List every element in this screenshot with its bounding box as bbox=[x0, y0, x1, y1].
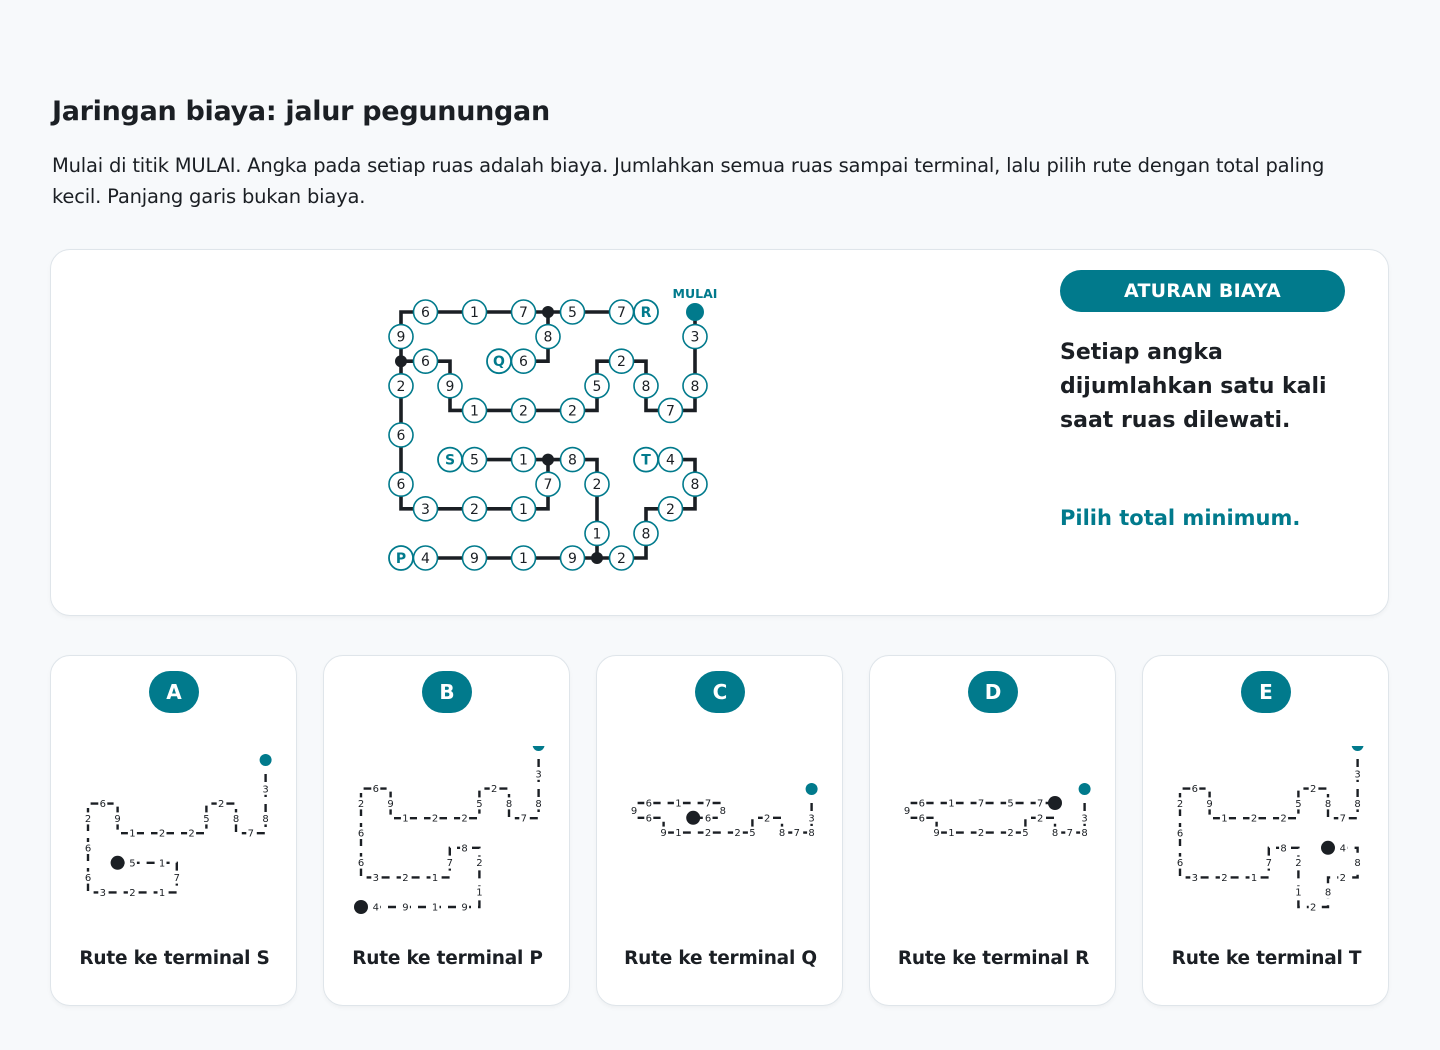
cost-label bbox=[512, 300, 536, 324]
svg-text:7: 7 bbox=[666, 403, 675, 420]
junction-dot bbox=[542, 306, 554, 318]
route-cost: 8 bbox=[1280, 843, 1287, 855]
option-route-diagram bbox=[51, 746, 298, 916]
route-cost: 1 bbox=[1250, 872, 1258, 884]
route-cost: 8 bbox=[1081, 828, 1088, 840]
cost-label bbox=[512, 497, 536, 521]
route-cost: 1 bbox=[1295, 887, 1302, 899]
route-cost: 2 bbox=[734, 828, 741, 840]
option-letter-badge: D bbox=[968, 671, 1018, 713]
cost-label bbox=[389, 325, 413, 349]
svg-text:8: 8 bbox=[641, 526, 651, 543]
svg-text:8: 8 bbox=[690, 378, 700, 395]
svg-text:2: 2 bbox=[666, 501, 675, 518]
option-letter-badge: B bbox=[422, 671, 472, 713]
option-route-diagram bbox=[1143, 746, 1390, 916]
cost-label bbox=[463, 546, 487, 570]
cost-label bbox=[634, 374, 658, 398]
route-cost: 1 bbox=[675, 798, 682, 810]
route-cost: 7 bbox=[977, 798, 985, 810]
cost-label bbox=[414, 497, 438, 521]
svg-text:9: 9 bbox=[396, 329, 406, 346]
svg-text:2: 2 bbox=[470, 501, 479, 518]
route-cost: 2 bbox=[402, 872, 409, 884]
svg-text:1: 1 bbox=[470, 305, 479, 321]
route-cost: 8 bbox=[778, 828, 786, 840]
route-cost: 7 bbox=[247, 828, 254, 840]
cost-label bbox=[659, 448, 683, 472]
terminal-node bbox=[389, 546, 413, 570]
route-edge bbox=[361, 759, 542, 907]
option-route-diagram bbox=[870, 746, 1117, 916]
cost-label bbox=[561, 448, 585, 472]
svg-text:1: 1 bbox=[519, 452, 528, 469]
route-cost: 7 bbox=[1037, 798, 1044, 810]
route-cost: 6 bbox=[84, 843, 92, 855]
svg-text:2: 2 bbox=[617, 551, 626, 567]
cost-label bbox=[610, 349, 634, 373]
route-cost: 3 bbox=[1191, 872, 1198, 884]
svg-text:6: 6 bbox=[396, 428, 406, 444]
svg-text:1: 1 bbox=[519, 551, 528, 567]
network-diagram bbox=[51, 250, 1091, 617]
cost-label bbox=[634, 521, 658, 545]
option-caption: Rute ke terminal Q bbox=[624, 948, 817, 969]
route-cost: 3 bbox=[1354, 769, 1361, 781]
route-cost: 8 bbox=[232, 813, 240, 825]
route-cost: 2 bbox=[764, 813, 771, 825]
route-cost: 1 bbox=[129, 828, 136, 840]
cost-label bbox=[438, 374, 462, 398]
route-cost: 1 bbox=[476, 887, 483, 899]
route-cost: 8 bbox=[1324, 798, 1332, 810]
route-cost: 8 bbox=[1324, 887, 1332, 899]
svg-text:T: T bbox=[641, 452, 651, 469]
route-cost: 2 bbox=[476, 858, 483, 870]
cost-label bbox=[536, 472, 560, 496]
route-cost: 9 bbox=[1206, 798, 1213, 810]
svg-text:3: 3 bbox=[690, 329, 700, 346]
route-cost: 3 bbox=[262, 784, 269, 796]
instructions-text: Mulai di titik MULAI. Angka pada setiap ruas adalah biaya. Jumlahkan semua ruas sampai terminal, lalu pilih rute dengan total paling kecil. Panjang garis bukan biaya. bbox=[52, 154, 1325, 208]
svg-text:8: 8 bbox=[543, 329, 553, 346]
route-cost: 9 bbox=[933, 828, 940, 840]
cost-label bbox=[389, 423, 413, 447]
cost-label bbox=[414, 300, 438, 324]
route-cost: 6 bbox=[645, 813, 652, 825]
option-card-c[interactable] bbox=[596, 655, 843, 1006]
route-cost: 4 bbox=[1339, 843, 1346, 855]
route-cost: 2 bbox=[129, 887, 136, 899]
route-cost: 5 bbox=[1022, 828, 1029, 840]
route-cost: 2 bbox=[1250, 813, 1258, 825]
svg-text:2: 2 bbox=[592, 477, 602, 494]
cost-label bbox=[463, 448, 487, 472]
svg-text:6: 6 bbox=[421, 305, 430, 321]
svg-text:1: 1 bbox=[519, 501, 528, 518]
route-cost: 8 bbox=[1051, 828, 1059, 840]
route-cost: 1 bbox=[402, 813, 409, 825]
route-cost: 7 bbox=[446, 858, 453, 870]
svg-text:Q: Q bbox=[493, 354, 505, 371]
svg-text:8: 8 bbox=[690, 477, 700, 494]
svg-text:8: 8 bbox=[568, 452, 577, 469]
cost-label bbox=[585, 374, 609, 398]
cost-label bbox=[463, 497, 487, 521]
option-letter-badge: C bbox=[695, 671, 745, 713]
cost-label bbox=[512, 546, 536, 570]
route-cost: 2 bbox=[431, 813, 439, 825]
route-cost: 6 bbox=[1176, 858, 1184, 870]
route-cost: 6 bbox=[357, 828, 365, 840]
svg-text:2: 2 bbox=[617, 354, 626, 371]
route-cost: 2 bbox=[188, 828, 195, 840]
svg-text:9: 9 bbox=[470, 551, 479, 567]
route-end-dot bbox=[111, 856, 125, 870]
svg-text:2: 2 bbox=[568, 403, 577, 420]
route-cost: 1 bbox=[948, 798, 955, 810]
route-cost: 8 bbox=[719, 805, 726, 817]
cost-label bbox=[683, 472, 707, 496]
cost-label bbox=[561, 300, 585, 324]
svg-text:2: 2 bbox=[519, 403, 528, 420]
route-cost: 2 bbox=[1037, 813, 1044, 825]
route-cost: 5 bbox=[129, 858, 136, 870]
svg-text:4: 4 bbox=[666, 452, 675, 469]
svg-text:6: 6 bbox=[519, 354, 528, 371]
route-cost: 9 bbox=[402, 902, 409, 914]
route-cost: 2 bbox=[1339, 872, 1346, 884]
cost-label bbox=[683, 325, 707, 349]
cost-label bbox=[610, 300, 634, 324]
option-card-b[interactable] bbox=[323, 655, 570, 1006]
terminal-node bbox=[487, 349, 511, 373]
option-route-diagram bbox=[324, 746, 571, 916]
route-cost: 2 bbox=[1310, 784, 1317, 796]
route-cost: 6 bbox=[84, 873, 92, 885]
cost-label bbox=[512, 398, 536, 422]
svg-text:8: 8 bbox=[641, 378, 651, 395]
cost-label bbox=[585, 521, 609, 545]
route-cost: 4 bbox=[372, 902, 379, 914]
cost-label bbox=[512, 349, 536, 373]
cost-label bbox=[389, 472, 413, 496]
route-cost: 3 bbox=[372, 872, 379, 884]
route-cost: 1 bbox=[158, 858, 166, 870]
option-caption: Rute ke terminal T bbox=[1171, 948, 1362, 969]
rules-badge: ATURAN BIAYA bbox=[1060, 270, 1345, 312]
option-route-diagram bbox=[597, 746, 844, 916]
cost-label bbox=[585, 472, 609, 496]
route-cost: 2 bbox=[704, 828, 712, 840]
route-cost: 2 bbox=[357, 798, 365, 810]
svg-text:9: 9 bbox=[568, 551, 577, 567]
route-start-dot bbox=[1079, 783, 1091, 795]
cost-label bbox=[463, 398, 487, 422]
route-cost: 7 bbox=[704, 798, 712, 810]
route-cost: 5 bbox=[1007, 798, 1014, 810]
terminal-node bbox=[634, 448, 658, 472]
route-cost: 3 bbox=[808, 813, 815, 825]
route-cost: 5 bbox=[1295, 798, 1302, 810]
route-end-dot bbox=[354, 900, 368, 914]
route-cost: 1 bbox=[1221, 813, 1228, 825]
option-card-a[interactable] bbox=[50, 655, 297, 1006]
route-cost: 2 bbox=[1221, 872, 1228, 884]
svg-text:5: 5 bbox=[470, 452, 479, 469]
route-cost: 8 bbox=[1354, 858, 1361, 870]
route-cost: 6 bbox=[372, 784, 379, 796]
route-cost: 8 bbox=[461, 843, 468, 855]
route-cost: 6 bbox=[918, 813, 925, 825]
route-cost: 1 bbox=[431, 902, 439, 914]
option-caption: Rute ke terminal R bbox=[897, 948, 1090, 969]
route-cost: 7 bbox=[1339, 813, 1346, 825]
junction-dot bbox=[542, 454, 554, 466]
route-end-dot bbox=[1321, 841, 1335, 855]
route-cost: 8 bbox=[1354, 798, 1361, 810]
route-cost: 8 bbox=[535, 798, 542, 810]
svg-text:6: 6 bbox=[396, 477, 406, 494]
option-caption: Rute ke terminal P bbox=[352, 948, 543, 969]
option-letter-badge: E bbox=[1241, 671, 1291, 713]
cost-label bbox=[561, 546, 585, 570]
route-cost: 2 bbox=[461, 813, 468, 825]
route-cost: 1 bbox=[431, 872, 439, 884]
start-node bbox=[686, 303, 704, 321]
route-cost: 2 bbox=[977, 828, 985, 840]
route-cost: 8 bbox=[262, 813, 269, 825]
rules-text: Setiap angka dijumlahkan satu kali saat ruas dilewati. bbox=[1060, 340, 1327, 433]
svg-text:2: 2 bbox=[396, 378, 406, 395]
route-edge bbox=[1180, 759, 1361, 907]
route-cost: 2 bbox=[1295, 858, 1302, 870]
route-cost: 2 bbox=[1280, 813, 1287, 825]
svg-text:1: 1 bbox=[470, 403, 479, 420]
svg-text:4: 4 bbox=[421, 551, 430, 567]
svg-text:3: 3 bbox=[421, 501, 430, 518]
option-letter-badge: A bbox=[149, 671, 199, 713]
route-cost: 6 bbox=[1191, 784, 1198, 796]
cost-label bbox=[512, 448, 536, 472]
network-edge bbox=[401, 361, 548, 509]
cost-label bbox=[414, 546, 438, 570]
start-label: MULAI bbox=[672, 286, 718, 301]
route-cost: 9 bbox=[660, 828, 667, 840]
route-cost: 2 bbox=[84, 813, 92, 825]
terminal-node bbox=[438, 448, 462, 472]
svg-text:6: 6 bbox=[421, 354, 430, 371]
option-caption: Rute ke terminal S bbox=[79, 948, 270, 969]
page-title: Jaringan biaya: jalur pegunungan bbox=[52, 96, 550, 127]
route-cost: 6 bbox=[99, 799, 106, 811]
svg-text:5: 5 bbox=[592, 378, 602, 395]
junction-dot bbox=[591, 552, 603, 564]
route-cost: 2 bbox=[1176, 798, 1184, 810]
svg-text:9: 9 bbox=[445, 378, 455, 395]
cost-label bbox=[610, 546, 634, 570]
route-cost: 9 bbox=[461, 902, 468, 914]
route-cost: 8 bbox=[505, 798, 513, 810]
route-start-dot bbox=[533, 746, 545, 751]
route-cost: 3 bbox=[535, 769, 542, 781]
route-cost: 7 bbox=[1265, 858, 1272, 870]
route-cost: 9 bbox=[630, 805, 638, 817]
route-cost: 7 bbox=[520, 813, 527, 825]
route-cost: 6 bbox=[918, 798, 925, 810]
route-cost: 9 bbox=[114, 813, 121, 825]
route-cost: 1 bbox=[158, 887, 166, 899]
route-cost: 6 bbox=[357, 858, 365, 870]
svg-text:P: P bbox=[395, 551, 407, 567]
cost-label bbox=[536, 325, 560, 349]
svg-text:S: S bbox=[444, 452, 456, 469]
route-cost: 1 bbox=[948, 828, 955, 840]
svg-text:7: 7 bbox=[617, 305, 626, 321]
route-start-dot bbox=[1352, 746, 1364, 751]
route-start-dot bbox=[260, 754, 272, 766]
route-cost: 3 bbox=[99, 887, 106, 899]
route-cost: 6 bbox=[645, 798, 652, 810]
cost-label bbox=[561, 398, 585, 422]
rules-note: Pilih total minimum. bbox=[1060, 506, 1301, 530]
route-cost: 2 bbox=[218, 799, 225, 811]
route-start-dot bbox=[806, 783, 818, 795]
route-cost: 7 bbox=[1066, 828, 1073, 840]
route-cost: 9 bbox=[387, 798, 394, 810]
svg-text:5: 5 bbox=[568, 305, 577, 321]
cost-label bbox=[683, 374, 707, 398]
cost-label bbox=[389, 374, 413, 398]
route-cost: 1 bbox=[675, 828, 682, 840]
svg-text:7: 7 bbox=[543, 477, 553, 494]
option-card-e[interactable] bbox=[1142, 655, 1389, 1006]
svg-text:7: 7 bbox=[519, 305, 528, 321]
cost-label bbox=[463, 300, 487, 324]
junction-dot bbox=[395, 355, 407, 367]
route-cost: 3 bbox=[1081, 813, 1088, 825]
svg-text:1: 1 bbox=[592, 526, 602, 543]
route-cost: 5 bbox=[749, 828, 756, 840]
cost-label bbox=[659, 398, 683, 422]
svg-text:R: R bbox=[640, 305, 652, 321]
route-cost: 2 bbox=[1007, 828, 1014, 840]
route-cost: 2 bbox=[158, 828, 166, 840]
route-end-dot bbox=[1048, 796, 1062, 810]
route-cost: 6 bbox=[1176, 828, 1184, 840]
cost-label bbox=[414, 349, 438, 373]
network-panel bbox=[50, 249, 1389, 616]
route-cost: 6 bbox=[704, 813, 712, 825]
route-cost: 9 bbox=[903, 805, 911, 817]
option-card-d[interactable] bbox=[869, 655, 1116, 1006]
route-cost: 2 bbox=[1310, 902, 1317, 914]
route-cost: 2 bbox=[491, 784, 498, 796]
route-cost: 8 bbox=[808, 828, 815, 840]
cost-label bbox=[659, 497, 683, 521]
route-cost: 7 bbox=[793, 828, 800, 840]
route-cost: 5 bbox=[203, 813, 210, 825]
route-cost: 7 bbox=[173, 873, 180, 885]
route-end-dot bbox=[686, 811, 700, 825]
route-cost: 5 bbox=[476, 798, 483, 810]
terminal-node bbox=[634, 300, 658, 324]
